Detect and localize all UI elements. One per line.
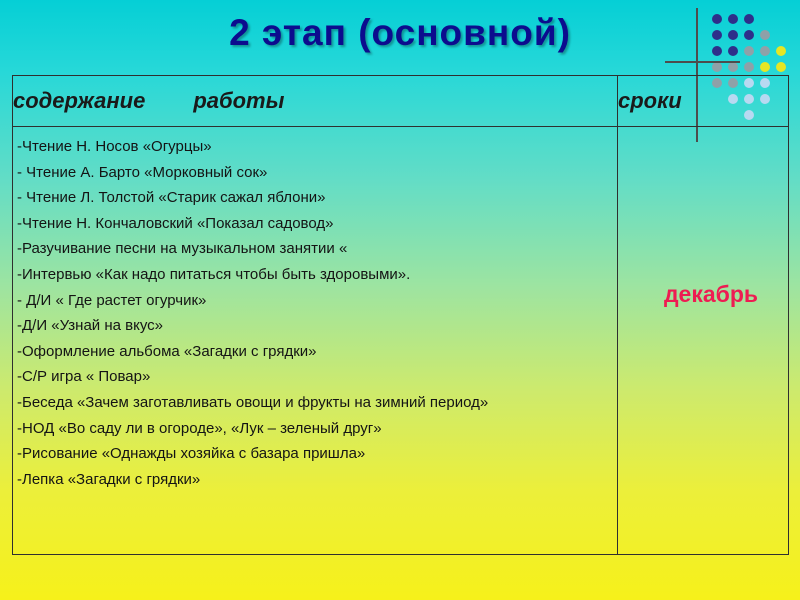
activity-item: - Чтение Л. Толстой «Старик сажал яблони» xyxy=(17,189,326,207)
activity-item: - Д/И « Где растет огурчик» xyxy=(17,291,207,309)
deadline-month: декабрь xyxy=(663,281,759,307)
decorative-dot xyxy=(760,30,770,40)
decorative-dot xyxy=(712,14,722,24)
activity-list xyxy=(13,134,617,492)
activity-item: -Рисование «Однажды хозяйка с базара пришла» xyxy=(17,445,366,463)
activity-item: -Разучивание песни на музыкальном занятии « xyxy=(17,240,348,258)
decorative-dot xyxy=(744,46,754,56)
decorative-dot xyxy=(744,30,754,40)
activities-cell xyxy=(13,127,618,555)
activity-item: -С/Р игра « Повар» xyxy=(17,368,151,386)
header-content-word-1: содержание xyxy=(13,88,146,113)
decorative-dot xyxy=(776,62,786,72)
decorative-dot xyxy=(744,14,754,24)
decorative-dot xyxy=(760,62,770,72)
slide-title: 2 этап (основной) xyxy=(229,12,571,53)
activity-item: -Интервью «Как надо питаться чтобы быть здоровыми». xyxy=(17,265,411,283)
deadline-cell xyxy=(618,127,789,555)
activity-item: -Чтение Н. Кончаловский «Показал садовод» xyxy=(17,214,334,232)
activity-item: -Беседа «Зачем заготавливать овощи и фрукты на зимний период» xyxy=(17,393,489,411)
activity-item: -Оформление альбома «Загадки с грядки» xyxy=(17,342,317,360)
decorative-horizontal-line xyxy=(665,61,740,63)
decorative-dot xyxy=(712,62,722,72)
header-deadline: сроки xyxy=(618,76,789,127)
work-plan-table xyxy=(12,75,789,555)
table-body-row xyxy=(13,127,789,555)
activity-item: -НОД «Во саду ли в огороде», «Лук – зеленый друг» xyxy=(17,419,382,437)
header-content-word-2: работы xyxy=(193,88,285,113)
decorative-dot xyxy=(760,46,770,56)
activity-item: -Д/И «Узнай на вкус» xyxy=(17,317,164,335)
decorative-dot xyxy=(744,62,754,72)
activity-item: -Лепка «Загадки с грядки» xyxy=(17,470,201,488)
decorative-dot xyxy=(728,14,738,24)
decorative-dot xyxy=(712,46,722,56)
decorative-dot xyxy=(728,46,738,56)
table-header-row xyxy=(13,76,789,127)
decorative-dot xyxy=(728,62,738,72)
decorative-dot xyxy=(728,30,738,40)
decorative-dot xyxy=(776,46,786,56)
header-work-content xyxy=(13,76,618,127)
activity-item: - Чтение А. Барто «Морковный сок» xyxy=(17,163,268,181)
activity-item: -Чтение Н. Носов «Огурцы» xyxy=(17,138,212,155)
decorative-dot xyxy=(712,30,722,40)
